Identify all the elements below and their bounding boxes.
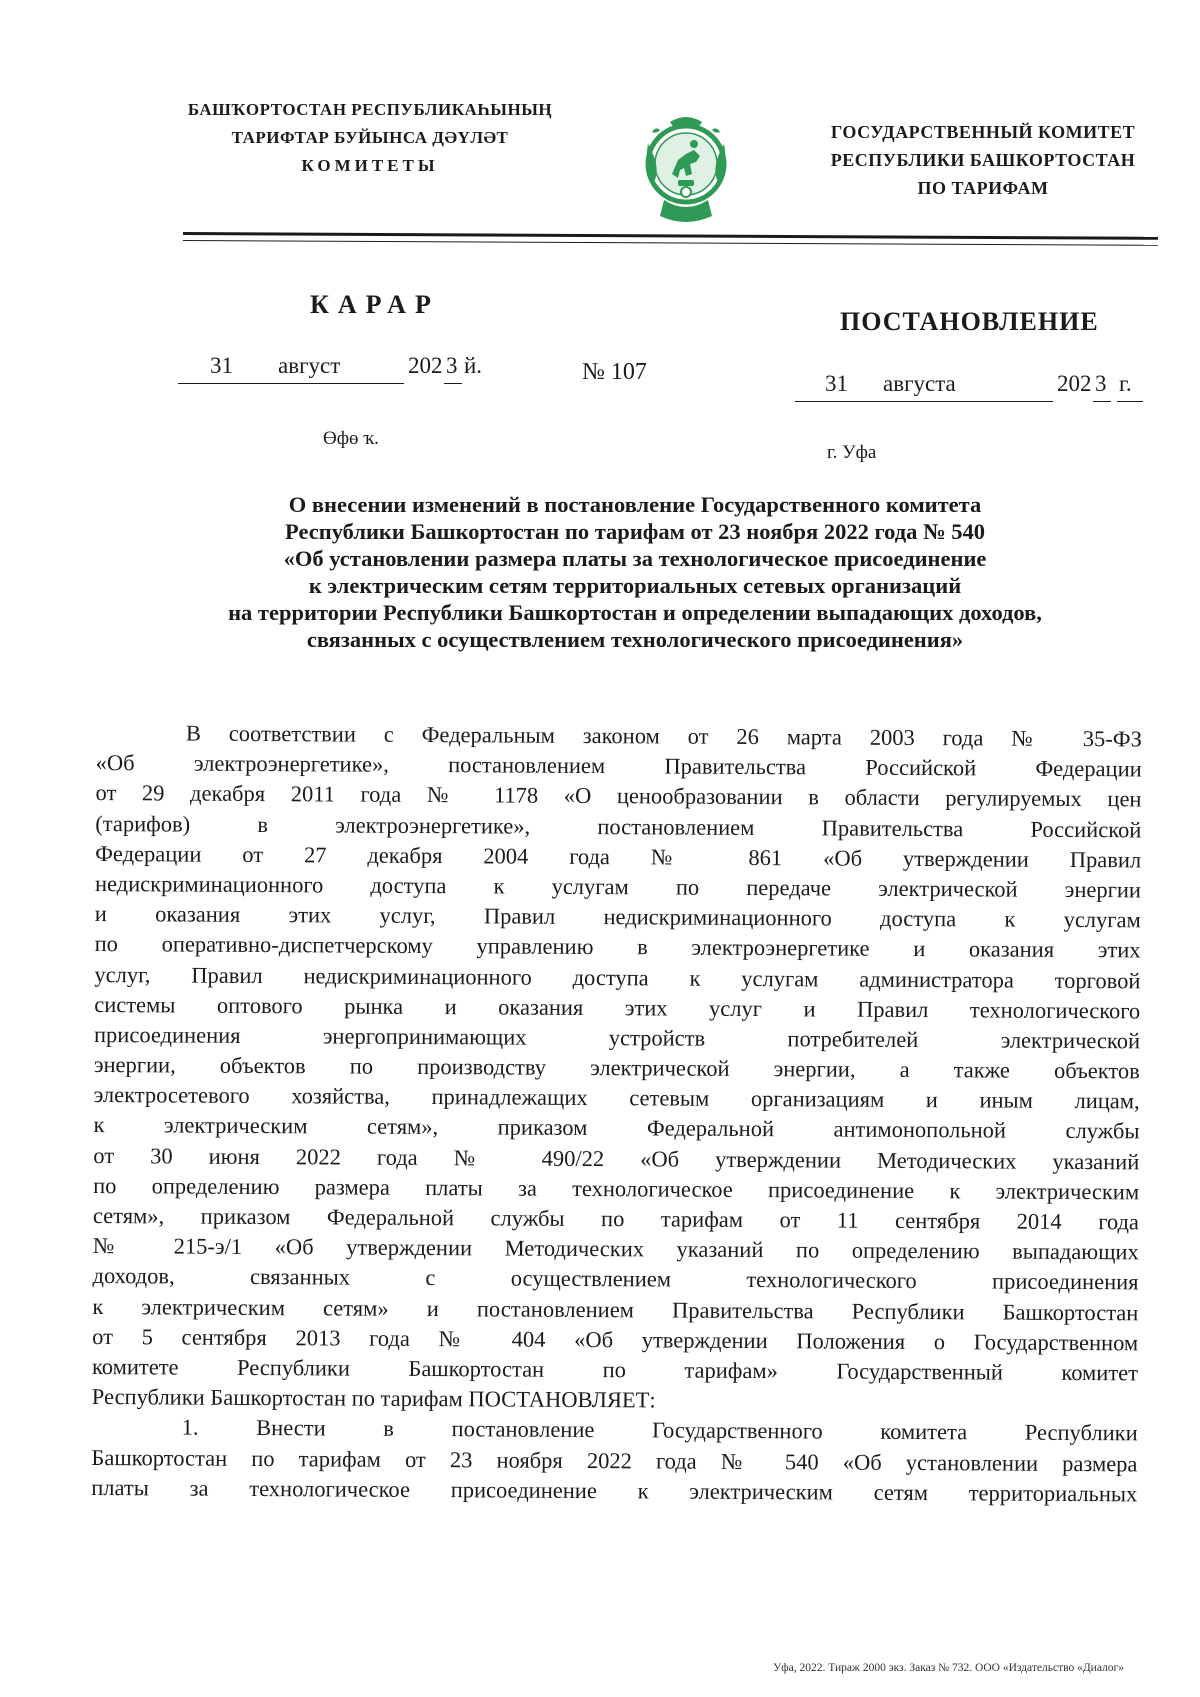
header-left-bashkir (170, 96, 570, 180)
date-suffix: г. (1119, 371, 1132, 396)
date-day: 31 (825, 371, 848, 396)
body-line: от 30 июня 2022 года № 490/22 «Об утверждении Методических указаний (93, 1142, 1140, 1175)
body-line: и оказания этих услуг, Правил недискриминационного доступа к услугам (94, 901, 1141, 933)
body-line: (тарифов) в электроэнергетике», постановлением Правительства Российской (95, 810, 1142, 842)
date-month: август (278, 353, 341, 378)
header-right-line: ГОСУДАРСТВЕННЫЙ КОМИТЕТ (830, 122, 1136, 142)
body-line: № 215-э/1 «Об утверждении Методических указаний по определению выпадающих (92, 1233, 1139, 1265)
print-footer: Уфа, 2022. Тираж 2000 экз. Заказ № 732. ООО «Издательство «Диалог» (773, 1662, 1124, 1674)
title-line: связанных с осуществлением технологического присоединения» (306, 627, 964, 652)
date-day: 31 (210, 353, 233, 378)
body-line: энергии, объектов по производству электрической энергии, а также объектов (93, 1052, 1140, 1084)
title-line: О внесении изменений в постановление Государственного комитета (288, 492, 982, 517)
date-line-left (178, 350, 538, 384)
body-line: по определению размера платы за технологическое присоединение к электрическим (93, 1172, 1140, 1205)
body-line: от 5 сентября 2013 года № 404 «Об утверждении Положения о Государственном (92, 1323, 1139, 1356)
date-month: августа (883, 371, 956, 396)
body-line: «Об электроэнергетике», постановлением Правительства Российской Федерации (95, 750, 1142, 782)
body-line: В соответствии с Федеральным законом от 26 марта 2003 года № 35-ФЗ (185, 720, 1142, 752)
header-left-line: ТАРИФТАР БУЙЫНСА ДӘҮЛӘТ (231, 128, 509, 147)
document-title (100, 491, 1170, 653)
body-line: присоединения энергопринимающих устройств потребителей электрической (93, 1021, 1141, 1054)
title-line: на территории Республики Башкортостан и определении выпадающих доходов, (228, 600, 1042, 625)
doc-type-bashkir: КАРАР (310, 290, 440, 319)
body-line: от 29 декабря 2011 года № 1178 «О ценообразовании в области регулируемых цен (95, 780, 1142, 812)
bashkortostan-emblem-icon (630, 104, 742, 230)
date-year-digit: 3 (1095, 371, 1107, 396)
document-body (91, 718, 1142, 1509)
date-suffix: й. (464, 353, 483, 378)
body-line: услуг, Правил недискриминационного доступа к услугам администратора торговой (94, 961, 1141, 993)
body-line: доходов, связанных с осуществлением технологического присоединения (92, 1263, 1139, 1295)
header-right-line: РЕСПУБЛИКИ БАШКОРТОСТАН (830, 150, 1136, 170)
body-line: Федерации от 27 декабря 2004 года № 861 «Об утверждении Правил (95, 840, 1142, 873)
body-line: платы за технологическое присоединение к электрическим сетям территориальных (91, 1474, 1138, 1507)
date-year-prefix: 202 (408, 353, 443, 378)
underline (1093, 401, 1111, 402)
body-line: недискриминационного доступа к услугам по передаче электрической энергии (94, 870, 1142, 903)
underline (1117, 401, 1143, 402)
body-line: по оперативно-диспетчерскому управлению в электроэнергетике и оказания этих (94, 931, 1141, 963)
header-right-line: ПО ТАРИФАМ (917, 178, 1049, 198)
date-line-right (795, 368, 1155, 402)
body-line: системы оптового рынка и оказания этих услуг и Правил технологического (94, 991, 1141, 1024)
date-year-prefix: 202 (1057, 371, 1092, 396)
title-line: Республики Башкортостан по тарифам от 23 ноября 2022 года № 540 (285, 519, 985, 544)
header-left-line: БАШҠОРТОСТАН РЕСПУБЛИКАҺЫНЫҢ (187, 100, 553, 119)
body-line: к электрическим сетям», приказом Федеральной антимонопольной службы (93, 1112, 1140, 1144)
underline (795, 401, 1053, 402)
body-line: сетям», приказом Федеральной службы по тарифам от 11 сентября 2014 года (92, 1202, 1140, 1235)
title-line: «Об установлении размера платы за технологическое присоединение (283, 546, 987, 571)
body-line: к электрическим сетям» и постановлением Правительства Республики Башкортостан (92, 1293, 1139, 1325)
date-year-digit: 3 (446, 353, 458, 378)
body-line: Республики Башкортостан по тарифам ПОСТАНОВЛЯЕТ: (91, 1384, 656, 1413)
underline (178, 383, 404, 384)
document-number: № 107 (582, 359, 647, 385)
title-line: к электрическим сетям территориальных сетевых организаций (308, 573, 962, 598)
city-bashkir: Өфө ҡ. (323, 428, 379, 449)
header-left-line: КОМИТЕТЫ (301, 156, 439, 175)
header-rule-thick (183, 232, 1158, 240)
underline (444, 383, 462, 384)
body-line: электросетевого хозяйства, принадлежащих сетевым организациям и иным лицам, (93, 1082, 1140, 1114)
header-rule-thin (183, 240, 1158, 246)
body-line: 1. Внести в постановление Государственного комитета Республики (181, 1414, 1138, 1446)
city-russian: г. Уфа (827, 442, 877, 463)
body-line: комитете Республики Башкортостан по тарифам» Государственный комитет (91, 1353, 1139, 1386)
body-line: Башкортостан по тарифам от 23 ноября 2022 года № 540 «Об установлении размера (91, 1444, 1138, 1476)
doc-type-russian: ПОСТАНОВЛЕНИЕ (840, 307, 1099, 336)
header-right-russian (798, 118, 1168, 202)
